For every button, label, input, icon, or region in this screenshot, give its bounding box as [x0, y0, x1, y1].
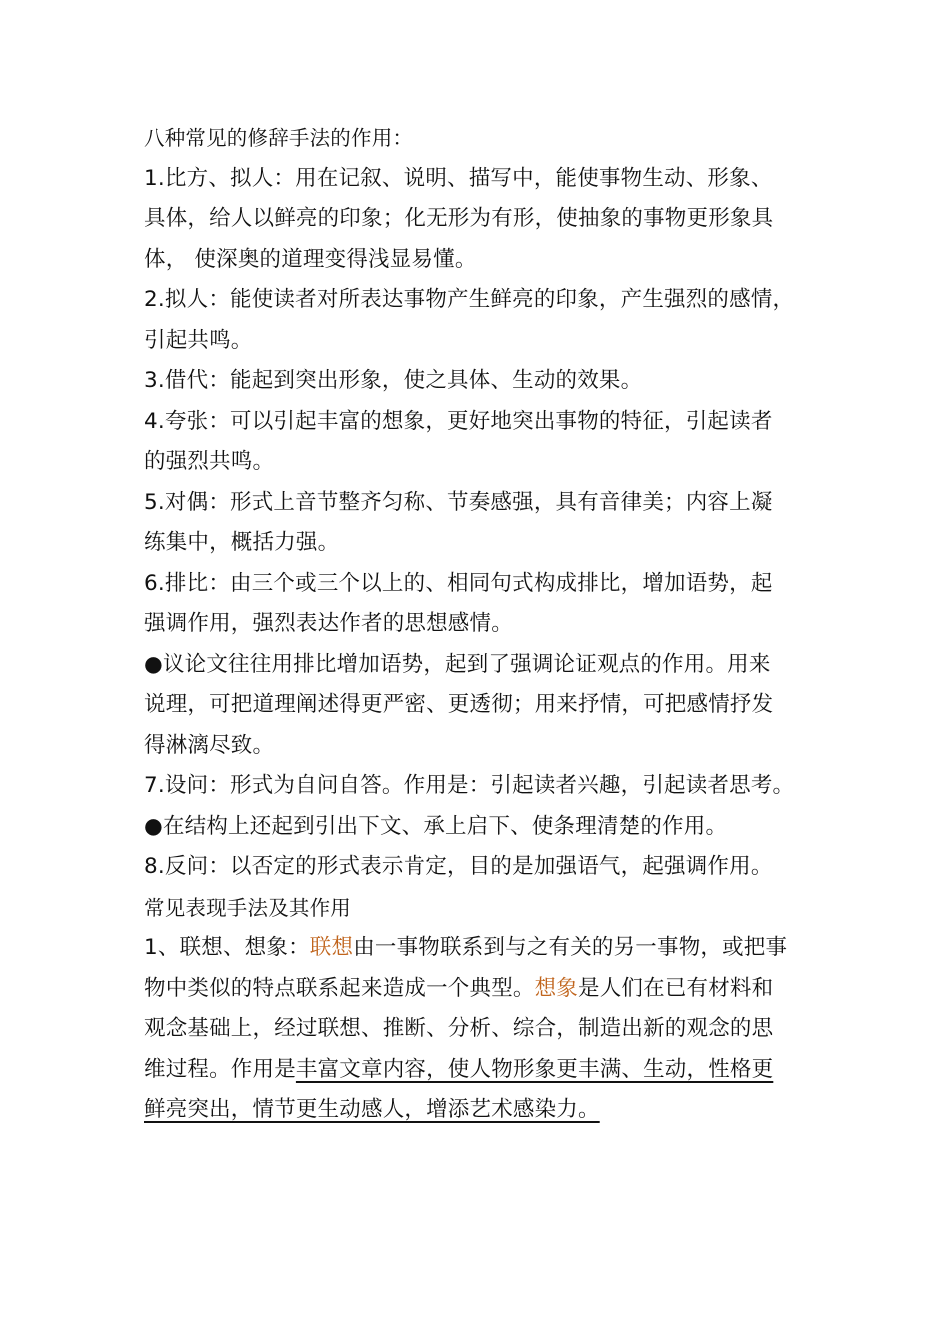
- item-7-line-1: 7.设问：形式为自问自答。作用是：引起读者兴趣，引起读者思考。: [144, 773, 795, 798]
- heading-techniques: 常见表现手法及其作用: [144, 895, 351, 920]
- note-6-line-2: 说理，可把道理阐述得更严密、更透彻；用来抒情，可把感情抒发: [144, 692, 774, 717]
- item-6-line-1: 6.排比：由三个或三个以上的、相同句式构成排比，增加语势，起: [144, 570, 773, 596]
- section-1-text: 维过程。作用是: [144, 1056, 296, 1082]
- item-2-line-2: 引起共鸣。: [144, 327, 253, 353]
- section-1-text: 物中类似的特点联系起来造成一个典型。: [144, 975, 535, 1001]
- note-7-line-1: ●在结构上还起到引出下文、承上启下、使条理清楚的作用。: [144, 813, 728, 839]
- section-1-line-3: 观念基础上，经过联想、推断、分析、综合，制造出新的观念的思: [144, 1016, 774, 1041]
- note-6-line-1: ●议论文往往用排比增加语势，起到了强调论证观点的作用。用来: [144, 651, 771, 677]
- underlined-effect: 丰富文章内容，使人物形象更丰满、生动，性格更: [295, 1056, 774, 1082]
- section-1-text: 由一事物联系到与之有关的另一事物，或把事: [353, 935, 788, 960]
- section-1-line-1: [144, 928, 834, 969]
- section-1-line-4: [144, 1050, 834, 1091]
- section-1-line-2: [144, 969, 834, 1010]
- highlight-lianxiang: 联想: [309, 935, 354, 960]
- note-6-line-3: 得淋漓尽致。: [144, 732, 275, 758]
- section-1-text: 是人们在已有材料和: [578, 975, 774, 1001]
- section-1-line-5: [144, 1090, 834, 1131]
- item-1-line-3: 体， 使深奥的道理变得浅显易懂。: [144, 246, 477, 272]
- item-4-line-2: 的强烈共鸣。: [144, 449, 275, 474]
- item-3-line-1: 3.借代：能起到突出形象，使之具体、生动的效果。: [144, 368, 643, 393]
- item-1-line-2: 具体，给人以鲜亮的印象；化无形为有形，使抽象的事物更形象具: [144, 206, 774, 231]
- item-5-line-2: 练集中，概括力强。: [144, 530, 340, 555]
- heading-rhetoric: 八种常见的修辞手法的作用：: [144, 126, 414, 150]
- item-1-line-1: 1.比方、拟人：用在记叙、说明、描写中，能使事物生动、形象、: [144, 165, 773, 191]
- item-8-line-1: 8.反问：以否定的形式表示肯定，目的是加强语气，起强调作用。: [144, 854, 773, 879]
- item-5-line-1: 5.对偶：形式上音节整齐匀称、节奏感强，具有音律美；内容上凝: [144, 489, 773, 515]
- item-6-line-2: 强调作用，强烈表达作者的思想感情。: [144, 611, 513, 636]
- highlight-xiangxiang: 想象: [534, 975, 579, 1001]
- item-4-line-1: 4.夸张：可以引起丰富的想象，更好地突出事物的特征，引起读者: [144, 408, 773, 434]
- underlined-effect: 鲜亮突出，情节更生动感人，增添艺术感染力。: [144, 1097, 600, 1122]
- section-1-prefix: 1、联想、想象：: [144, 935, 310, 960]
- document-body: [144, 118, 834, 1131]
- item-2-line-1: 2.拟人：能使读者对所表达事物产生鲜亮的印象，产生强烈的感情，: [144, 287, 795, 312]
